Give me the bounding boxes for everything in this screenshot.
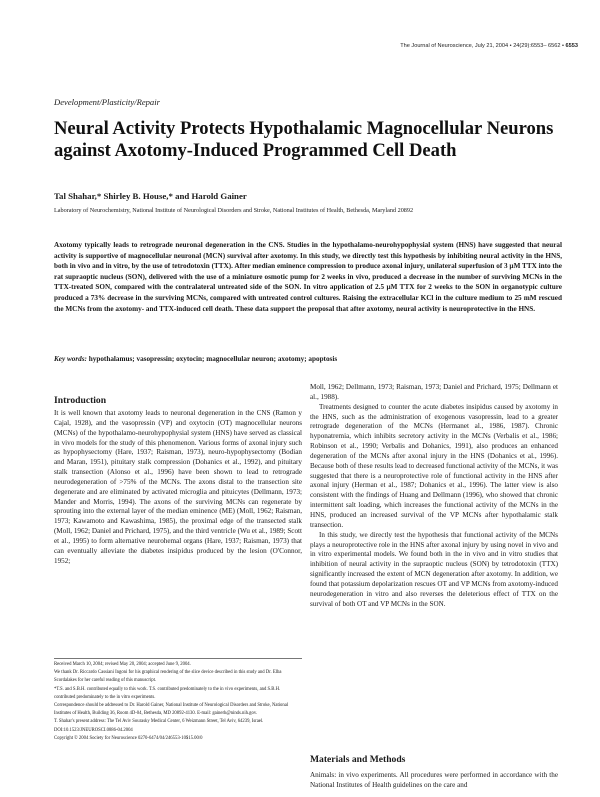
footnote-copyright: Copyright © 2004 Society for Neuroscience 0270-6474/04/246553-10$15.00/0 <box>54 735 203 741</box>
affiliation: Laboratory of Neurochemistry, National Institute of Neurological Disorders and Stroke, National Institutes of Health, Bethesda, Maryland 20892 <box>54 207 414 214</box>
intro-paragraph-2: Treatments designed to counter the acute diabetes insipidus caused by axotomy in the HNS, such as the administration of exogenous vasopressin, lead to a greater retrograde degeneration of the MCNs (Hermanet al., 1986, 1987). Chronic hyponatremia, which inhibits secretory activity in the MCNs (Verbalis et al., 1986; Robinson et al., 1990; Verbalis and Dohanics, 1991), also produces an enhanced degeneration of the MCNs after axonal injury in the HNS (Dohanics et al., 1996). Because both of these results lead to decreased functional activity of the MCNs, it was suggested that there is a neuroprotective role of functional activity in the HNS after axonal injury (Herman et al., 1987; Dohanics et al., 1996). The latter view is also consistent with the findings of Huang and Dellmann (1996), who showed that chronic intermittent salt loading, which increases the functional activity of the MCNs in the HNS, produced an increased survival of the VP MCNs after hypothalamic stalk transection. <box>310 402 558 529</box>
footnote-doi: DOI:10.1523/JNEUROSCI.0886-04.2004 <box>54 727 133 733</box>
methods-text: Animals: in vivo experiments. All procedures were performed in accordance with the National Institutes of Health guidelines on the care and <box>310 771 558 789</box>
intro-paragraph-1-continued: Moll, 1962; Dellmann, 1973; Raisman, 1973; Daniel and Prichard, 1975; Dellmann et al., 1988). <box>310 383 558 401</box>
intro-paragraph-3: In this study, we directly test the hypothesis that functional activity of the MCNs plays a neuroprotective role in the HNS after axonal injury by using novel in vivo and in vitro experimental models. We found both in the in vivo and in vitro studies that inhibition of neural activity in the supraoptic nucleus (SON) by tetrodotoxin (TTX) significantly increased the extent of MCN degeneration after axotomy. In addition, we found that potassium depolarization rescues OT and VP MCNs from axotomy-induced neurodegeneration in vitro and also reverses the deleterious effect of TTX on the survival of both OT and VP MCNs in the SON. <box>310 530 558 608</box>
footnote-present-address: T. Shahar's present address: The Tel Aviv Sourasky Medical Center, 6 Weizmann Street, Tel Aviv, 64239, Israel. <box>54 719 264 725</box>
keywords-text: hypothalamus; vasopressin; oxytocin; magnocellular neuron; axotomy; apoptosis <box>86 355 338 363</box>
article-title: Neural Activity Protects Hypothalamic Magnocellular Neurons against Axotomy-Induced Programmed Cell Death <box>54 118 554 161</box>
keywords <box>54 355 562 363</box>
intro-paragraph-1: It is well known that axotomy leads to neuronal degeneration in the CNS (Ramon y Cajal, 1928), and the vasopressin (VP) and oxytocin (OT) magnocellular neurons (MCNs) of the hypothalamo-neurohypophysial system (HNS) have served as classical in vivo models for the study of this phenomenon. Various forms of axonal injury such as hypophysectomy (Hare, 1937; Raisman, 1973), neuro-hypophysectomy (Bodian and Maran, 1951), pituitary stalk compression (Dohanics et al., 1992), and pituitary stalk transection (Alonso et al., 1996) have been shown to lead to retrograde neurodegeneration of >75% of the MCNs. The axons distal to the transection site degenerate and are eliminated by activated microglia and pituicytes (Dellmann, 1973; Mander and Morris, 1994). The axons of the surviving MCNs can regenerate by sprouting into the external layer of the median eminence (ME) (Moll, 1962; Raisman, 1973; Kawamoto and Kawashima, 1985), the proximal edge of the transected stalk (Moll, 1962; Daniel and Prichard, 1975), and the third ventricle (Wu et al., 1989; Scott et al., 1995) to form alternative neurohemal organs (Hare, 1937; Raisman, 1973) that can eventually alleviate the diabetes insipidus produced by the lesion (O'Connor, 1952; <box>54 409 302 565</box>
methods-heading: Materials and Methods <box>310 754 406 765</box>
footnote-rule <box>54 658 302 659</box>
page-number: 6553 <box>565 43 578 49</box>
footnote-correspondence: Correspondence should be addressed to Dr. Harold Gainer, National Institute of Neurological Disorders and Stroke, National Institutes of Health, Building 36, Room 4D-04, Bethesda, MD 20892-4130. E-mail: gainerh@ninds.nih.gov. <box>54 703 289 717</box>
journal-citation: The Journal of Neuroscience, July 21, 2004 <box>400 43 509 49</box>
section-label: Development/Plasticity/Repair <box>54 97 160 107</box>
keywords-label: Key words: <box>54 355 87 363</box>
footnote-thanks: We thank Dr. Riccardo Cassiani Ingoni for his graphical rendering of the slice device described in this study and Dr. Elba Scordalakes for her careful reading of this manuscript. <box>54 670 282 684</box>
abstract: Axotomy typically leads to retrograde neuronal degeneration in the CNS. Studies in the hypothalamo-neurohypophysial system (HNS) have suggested that neural activity is supportive of magnocellular neuronal (MCN) survival after axotomy. In this study, we directly test this hypothesis by inhibiting neural activity in the HNS, both in vivo and in vitro, by the use of tetrodotoxin (TTX). After median eminence compression to produce axonal injury, unilateral superfusion of 3 µM TTX into the rat supraoptic nucleus (SON), delivered with the use of a miniature osmotic pump for 2 weeks in vivo, produced a decrease in the number of surviving MCNs in the TTX-treated SON, compared with the contralateral untreated side of the SON. In vitro application of 2.5 µM TTX for 2 weeks to the SON in organotypic culture produced a 73% decrease in the surviving MCNs, compared with untreated control cultures. Raising the extracellular KCl in the culture medium to 25 mM rescued the MCNs from the axotomy- and TTX-induced cell death. These data support the proposal that after axotomy, neural activity is neuroprotective in the HNS. <box>54 241 562 313</box>
running-header <box>400 43 578 49</box>
left-column <box>54 383 302 567</box>
footnote-received: Received March 10, 2004; revised May 20, 2004; accepted June 9, 2004. <box>54 662 191 667</box>
footnotes <box>54 658 302 743</box>
right-column <box>310 383 558 609</box>
author-list: Tal Shahar,* Shirley B. House,* and Harold Gainer <box>54 191 247 201</box>
issue-pages: • 24(29):6553– 6562 • <box>508 43 566 49</box>
intro-heading: Introduction <box>54 395 107 406</box>
footnote-equal-contribution: *T.S. and S.B.H. contributed equally to this work. T.S. contributed predominately to the in vivo experiments, and S.B.H. contributed predominately to the in vitro experiments. <box>54 686 281 700</box>
